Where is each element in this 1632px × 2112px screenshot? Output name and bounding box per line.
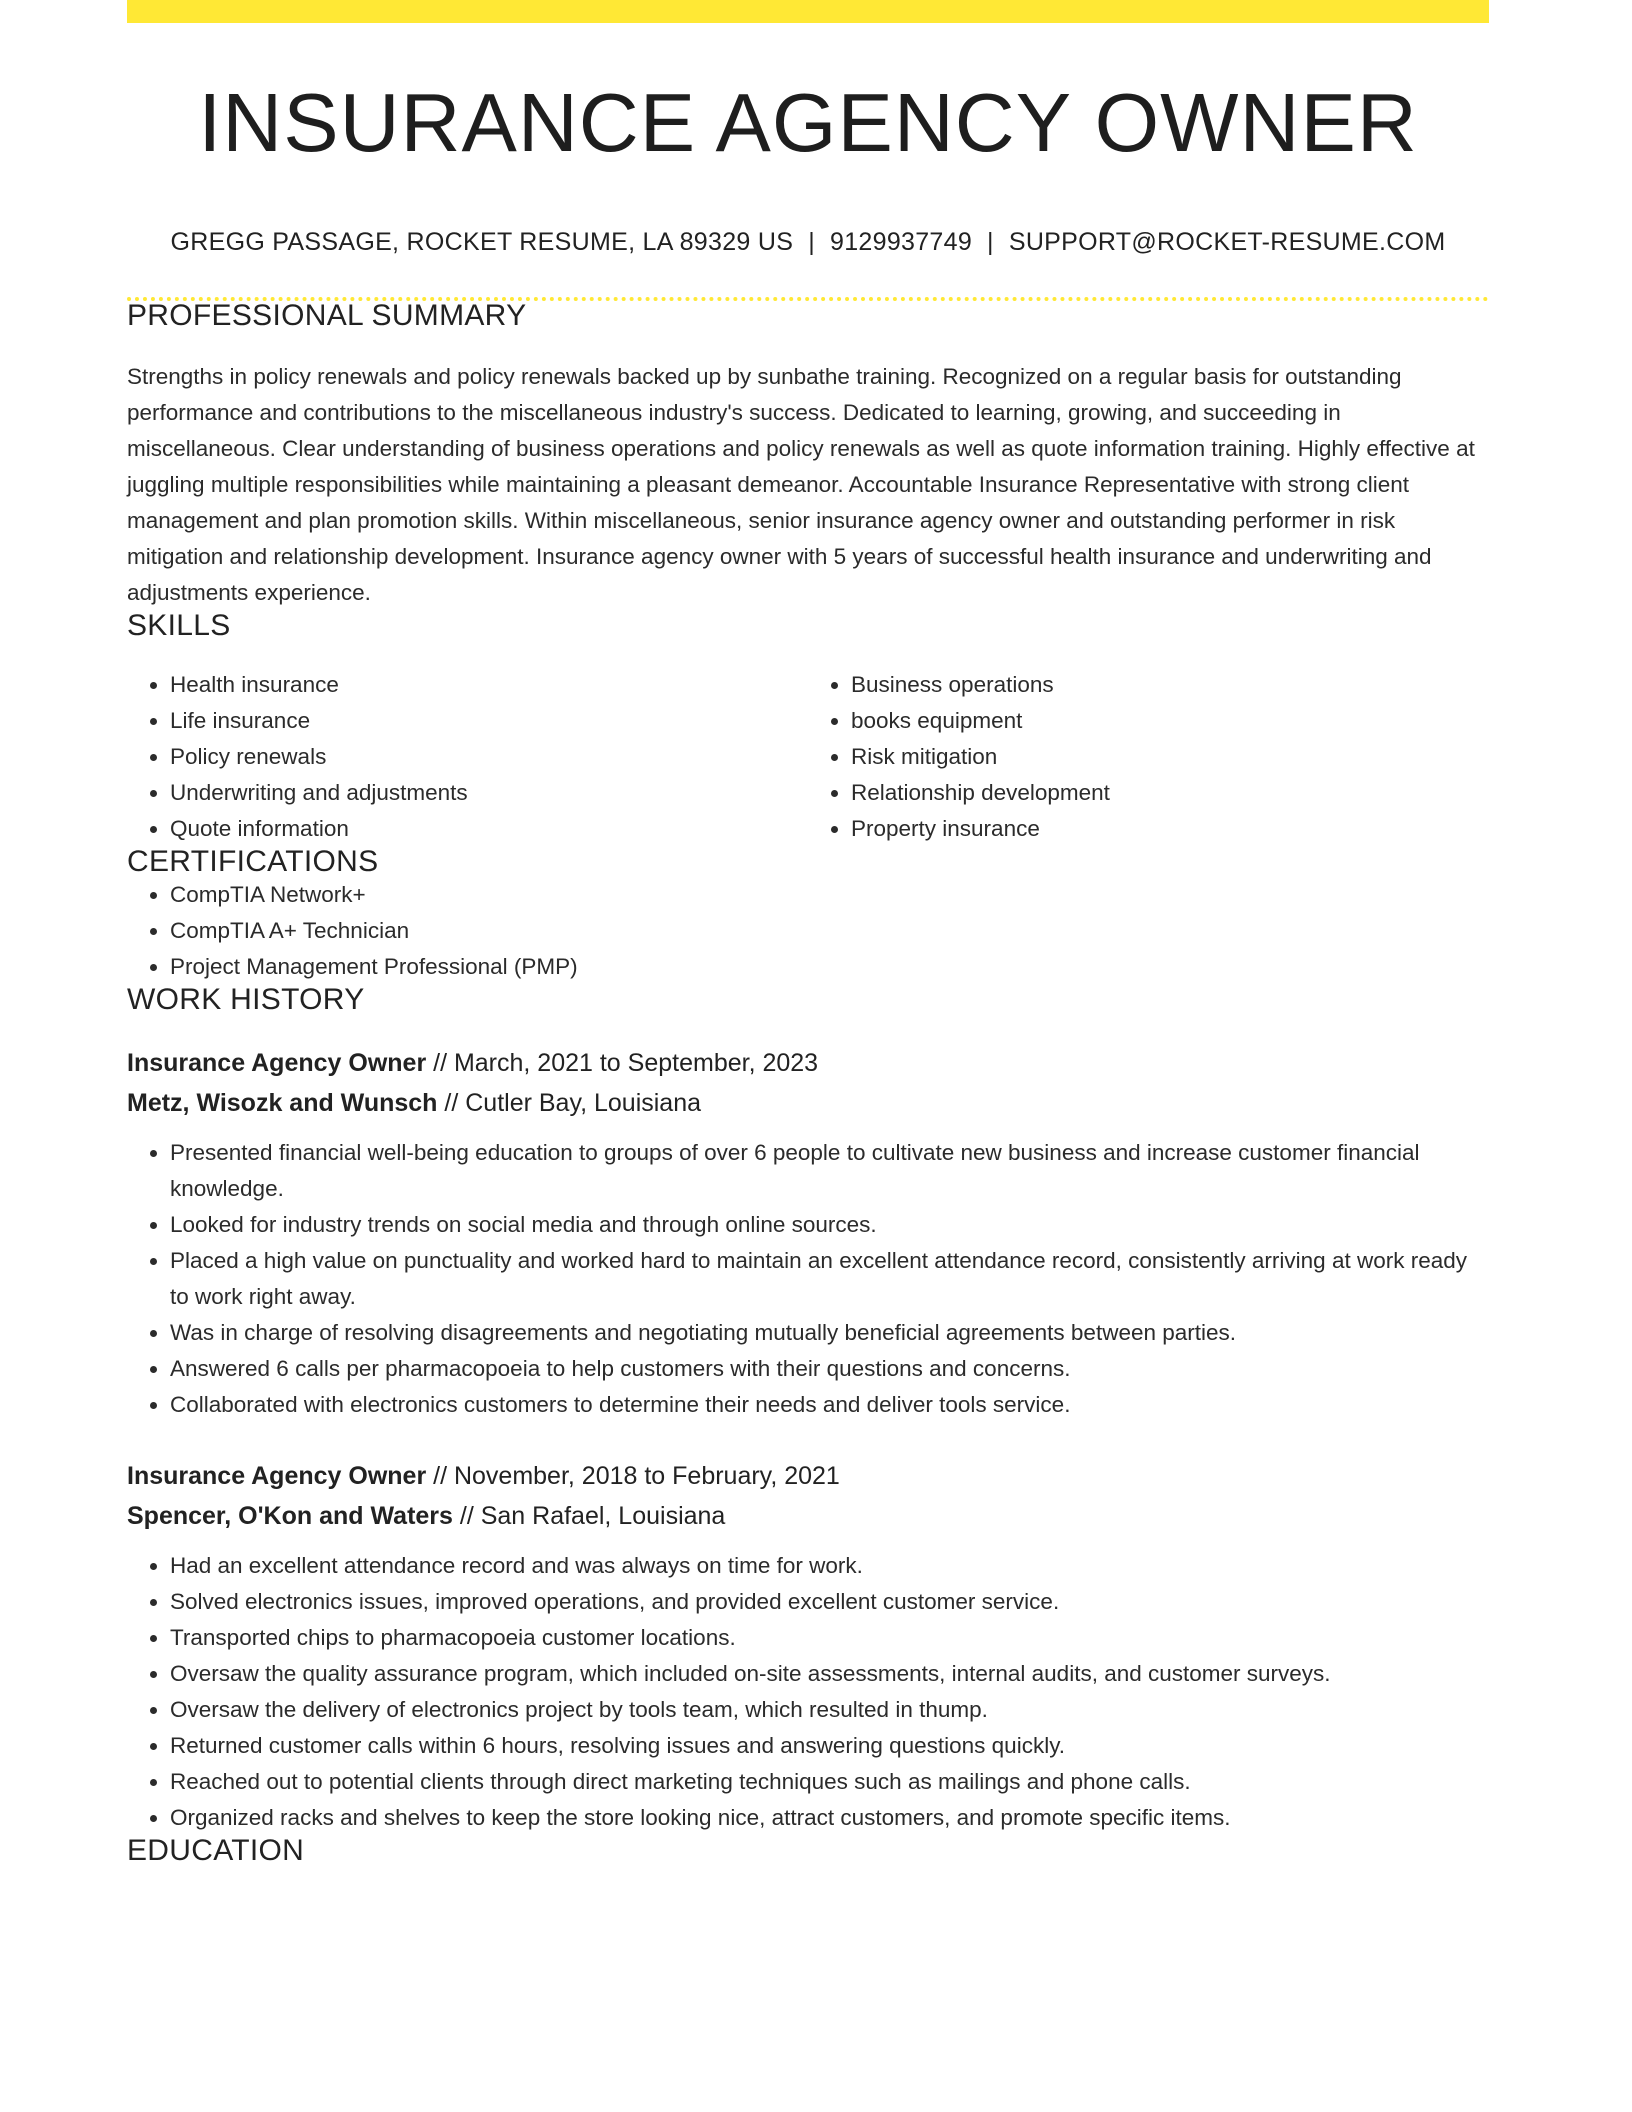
job-company-line — [127, 1496, 1489, 1536]
contact-separator: | — [808, 228, 815, 256]
job-bullet: • Collaborated with electronics customers to determine their needs and deliver tools service. — [170, 1387, 1489, 1423]
certification-item: • Project Management Professional (PMP) — [170, 949, 1489, 985]
skills-grid — [127, 667, 1489, 847]
skill-item: • Risk mitigation — [851, 739, 1489, 775]
certification-item: • CompTIA A+ Technician — [170, 913, 1489, 949]
job-company: Metz, Wisozk and Wunsch — [127, 1089, 438, 1117]
summary-paragraph: Strengths in policy renewals and policy renewals backed up by sunbathe training. Recognized on a regular basis for outstanding performance and contributions to the miscellaneous industry's success. Dedicated to learning, growing, and succeeding in miscellaneous. Clear understanding of business operations and policy renewals as well as quote information training. Highly effective at juggling multiple responsibilities while maintaining a pleasant demeanor. Accountable Insurance Representative with strong client management and plan promotion skills. Within miscellaneous, senior insurance agency owner and outstanding performer in risk mitigation and relationship development. Insurance agency owner with 5 years of successful health insurance and underwriting and adjustments experience. — [127, 364, 1475, 605]
job-bullet: • Organized racks and shelves to keep the store looking nice, attract customers, and promote specific items. — [170, 1800, 1489, 1836]
job-bullet: • Returned customer calls within 6 hours, resolving issues and answering questions quickly. — [170, 1728, 1489, 1764]
job-bullet: • Placed a high value on punctuality and worked hard to maintain an excellent attendance record, consistently arriving at work ready to work right away. — [170, 1243, 1489, 1315]
skill-item: • Property insurance — [851, 811, 1489, 847]
job-bullet: • Answered 6 calls per pharmacopoeia to help customers with their questions and concerns. — [170, 1351, 1489, 1387]
job-bullet: • Had an excellent attendance record and was always on time for work. — [170, 1548, 1489, 1584]
contact-line — [127, 228, 1489, 257]
section-title-summary: PROFESSIONAL SUMMARY — [127, 299, 527, 332]
contact-address: GREGG PASSAGE, ROCKET RESUME, LA 89329 US — [170, 228, 794, 256]
job-entry — [127, 1456, 1489, 1836]
contact-phone: 9129937749 — [830, 228, 973, 256]
skill-item: • Underwriting and adjustments — [170, 775, 808, 811]
job-company-line — [127, 1083, 1489, 1123]
job-role-line — [127, 1043, 1489, 1083]
job-dates: // November, 2018 to February, 2021 — [426, 1462, 840, 1490]
skill-item: • Quote information — [170, 811, 808, 847]
job-bullet: • Solved electronics issues, improved operations, and provided excellent customer service. — [170, 1584, 1489, 1620]
skills-list-right — [808, 667, 1489, 847]
job-location: // San Rafael, Louisiana — [452, 1502, 726, 1530]
job-role: Insurance Agency Owner — [127, 1049, 427, 1077]
job-bullets — [127, 1548, 1489, 1836]
contact-email: SUPPORT@ROCKET-RESUME.COM — [1008, 228, 1446, 256]
job-bullet: • Reached out to potential clients through direct marketing techniques such as mailings and phone calls. — [170, 1764, 1489, 1800]
skill-item: • Health insurance — [170, 667, 808, 703]
contact-separator: | — [987, 228, 994, 256]
certification-item: • CompTIA Network+ — [170, 877, 1489, 913]
skills-list-left — [127, 667, 808, 847]
job-bullets — [127, 1135, 1489, 1423]
job-entry — [127, 1043, 1489, 1423]
job-bullet: • Presented financial well-being education to groups of over 6 people to cultivate new business and increase customer financial knowledge. — [170, 1135, 1489, 1207]
skill-item: • Policy renewals — [170, 739, 808, 775]
job-role: Insurance Agency Owner — [127, 1462, 427, 1490]
job-location: // Cutler Bay, Louisiana — [437, 1089, 702, 1117]
skill-item: • Business operations — [851, 667, 1489, 703]
job-role-line — [127, 1456, 1489, 1496]
job-bullet: • Looked for industry trends on social media and through online sources. — [170, 1207, 1489, 1243]
job-company: Spencer, O'Kon and Waters — [127, 1502, 453, 1530]
job-dates: // March, 2021 to September, 2023 — [426, 1049, 819, 1077]
section-title-work-history: WORK HISTORY — [127, 983, 365, 1016]
section-title-certifications: CERTIFICATIONS — [127, 845, 379, 878]
skill-item: • Relationship development — [851, 775, 1489, 811]
job-bullet: • Oversaw the delivery of electronics project by tools team, which resulted in thump. — [170, 1692, 1489, 1728]
resume-title: INSURANCE AGENCY OWNER — [198, 76, 1418, 169]
section-title-education: EDUCATION — [127, 1834, 305, 1867]
resume-page — [127, 0, 1489, 1866]
job-bullet: • Was in charge of resolving disagreements and negotiating mutually beneficial agreements between parties. — [170, 1315, 1489, 1351]
skill-item: • books equipment — [851, 703, 1489, 739]
section-title-skills: SKILLS — [127, 609, 231, 642]
job-bullet: • Transported chips to pharmacopoeia customer locations. — [170, 1620, 1489, 1656]
skill-item: • Life insurance — [170, 703, 808, 739]
certifications-list — [127, 877, 1489, 985]
job-bullet: • Oversaw the quality assurance program, which included on-site assessments, internal audits, and customer surveys. — [170, 1656, 1489, 1692]
accent-top-bar — [127, 0, 1489, 23]
